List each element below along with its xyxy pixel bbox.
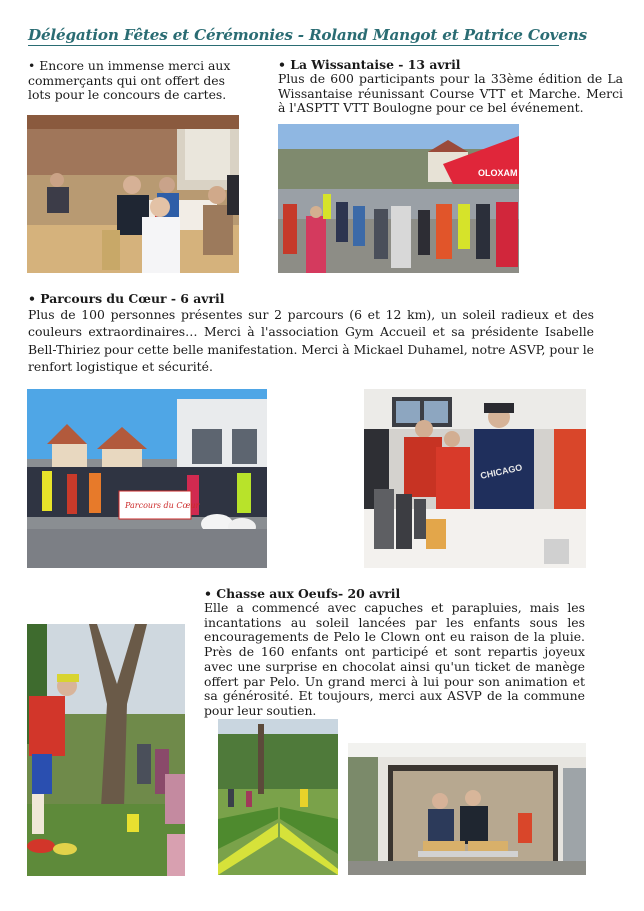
- wissantaise-heading: • La Wissantaise - 13 avril: [278, 57, 461, 72]
- chasse-text: Elle a commencé avec capuches et parapluies, mais les incantations au soleil lancées par les enfants sous les encouragements de Pelo le Clown ont eu raison de la pluie. Près de 160 enfants ont participé et sont repartis joyeux avec une surprise en chocolat ainsi qu'un ticket de manège offert par Pelo. Un grand merci à lui pour son animation et sa générosité. Et toujours, merci aux ASVP de la commune pour leur soutien.: [204, 600, 585, 718]
- page-title: Délégation Fêtes et Cérémonies - Roland Mangot et Patrice Covens: [28, 26, 587, 44]
- title-underline: [28, 45, 559, 46]
- photo-chasse-clown: [27, 624, 185, 876]
- chasse-heading: • Chasse aux Oeufs- 20 avril: [204, 586, 401, 601]
- wissantaise-text: Plus de 600 participants pour la 33ème édition de La Wissantaise réunissant Course VTT et Marche. Merci à l'ASPTT VTT Boulogne pour ce bel événement.: [278, 71, 623, 116]
- tent-brand-text: OLOXAM: [478, 168, 518, 178]
- photo-card-game: [27, 115, 239, 273]
- photo-chasse-stand: [348, 743, 586, 875]
- photo-wissantaise-start: [278, 124, 519, 273]
- photo-chasse-garden: [218, 719, 338, 875]
- banner-text: Parcours du Cœur: [125, 501, 200, 510]
- photo-parcours-group: [27, 389, 267, 568]
- photo-parcours-refreshments: [364, 389, 586, 568]
- sweatshirt-text: CHICAGO: [479, 462, 524, 481]
- parcours-heading: • Parcours du Cœur - 6 avril: [28, 291, 225, 306]
- cartes-text: • Encore un immense merci aux commerçants qui ont offert des lots pour le concours de cartes.: [28, 58, 231, 103]
- parcours-text: Plus de 100 personnes présentes sur 2 parcours (6 et 12 km), un soleil radieux et des couleurs extraordinaires… Merci à l'association Gym Accueil et sa présidente Isabelle Bell-Thiriez pour cette belle manifestation. Merci à Mickael Duhamel, notre ASVP, pour le renfort logistique et sécurité.: [28, 307, 594, 375]
